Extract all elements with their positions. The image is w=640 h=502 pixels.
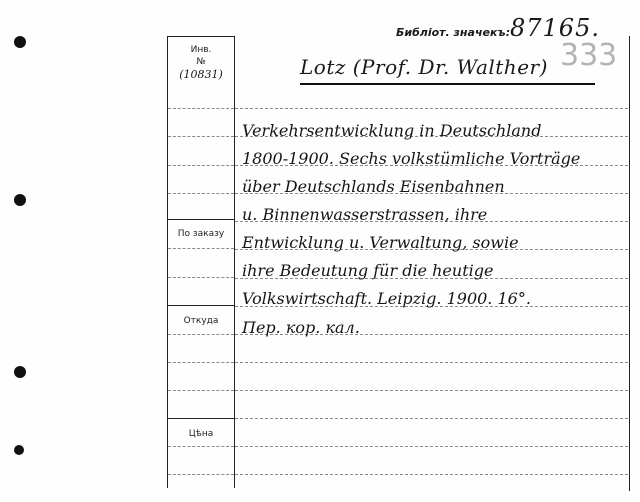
title-line: Entwicklung u. Verwaltung, sowie <box>242 233 519 252</box>
field-label-tsena: Цѣна <box>188 429 214 439</box>
shelf-mark-label: Библіот. значекъ: <box>396 26 511 39</box>
inventory-number-sign: № <box>196 57 206 67</box>
field-label-po-zakazu: По заказу <box>177 229 225 239</box>
ruled-line <box>235 418 628 419</box>
ruled-line <box>235 390 628 391</box>
ruled-line <box>235 446 628 447</box>
title-line: 1800-1900. Sechs volkstümliche Vorträge <box>242 149 581 168</box>
ruled-line <box>235 474 628 475</box>
header-top-line <box>167 36 235 37</box>
author-heading: Lotz (Prof. Dr. Walther) <box>300 55 548 79</box>
pencil-annotation: 333 <box>560 38 618 73</box>
title-line: Verkehrsentwicklung in Deutschland <box>242 121 542 140</box>
punch-hole <box>14 36 26 48</box>
ruled-line <box>168 334 234 335</box>
ruled-line <box>168 446 234 447</box>
ruled-line <box>168 362 234 363</box>
punch-hole <box>14 366 26 378</box>
field-label-otkuda: Откуда <box>183 316 219 326</box>
ruled-line <box>168 193 234 194</box>
section-divider <box>168 219 234 220</box>
inventory-label-text: Инв. <box>190 45 212 55</box>
section-divider <box>168 418 234 419</box>
title-line: Volkswirtschaft. Leipzig. 1900. 16°. <box>242 289 531 308</box>
author-underline <box>300 83 595 85</box>
inventory-number: (10831) <box>179 68 223 81</box>
ruled-line <box>235 362 628 363</box>
shelf-mark-number: 87165. <box>510 14 600 42</box>
ruled-line <box>235 108 628 109</box>
ruled-line <box>168 165 234 166</box>
right-margin-line <box>629 36 630 491</box>
ruled-line <box>168 474 234 475</box>
column-divider-line <box>234 36 235 488</box>
left-margin-line <box>167 36 168 488</box>
inventory-label <box>168 44 234 68</box>
ruled-line <box>168 390 234 391</box>
ruled-line <box>168 136 234 137</box>
ruled-line <box>168 277 234 278</box>
section-divider <box>168 305 234 306</box>
title-line: über Deutschlands Eisenbahnen <box>242 177 505 196</box>
binding-note: Пер. кор. кал. <box>242 318 360 337</box>
punch-hole <box>14 194 26 206</box>
punch-hole <box>14 445 24 455</box>
ruled-line <box>168 248 234 249</box>
ruled-line <box>168 108 234 109</box>
title-line: u. Binnenwasserstrassen, ihre <box>242 205 488 224</box>
title-line: ihre Bedeutung für die heutige <box>242 261 494 280</box>
